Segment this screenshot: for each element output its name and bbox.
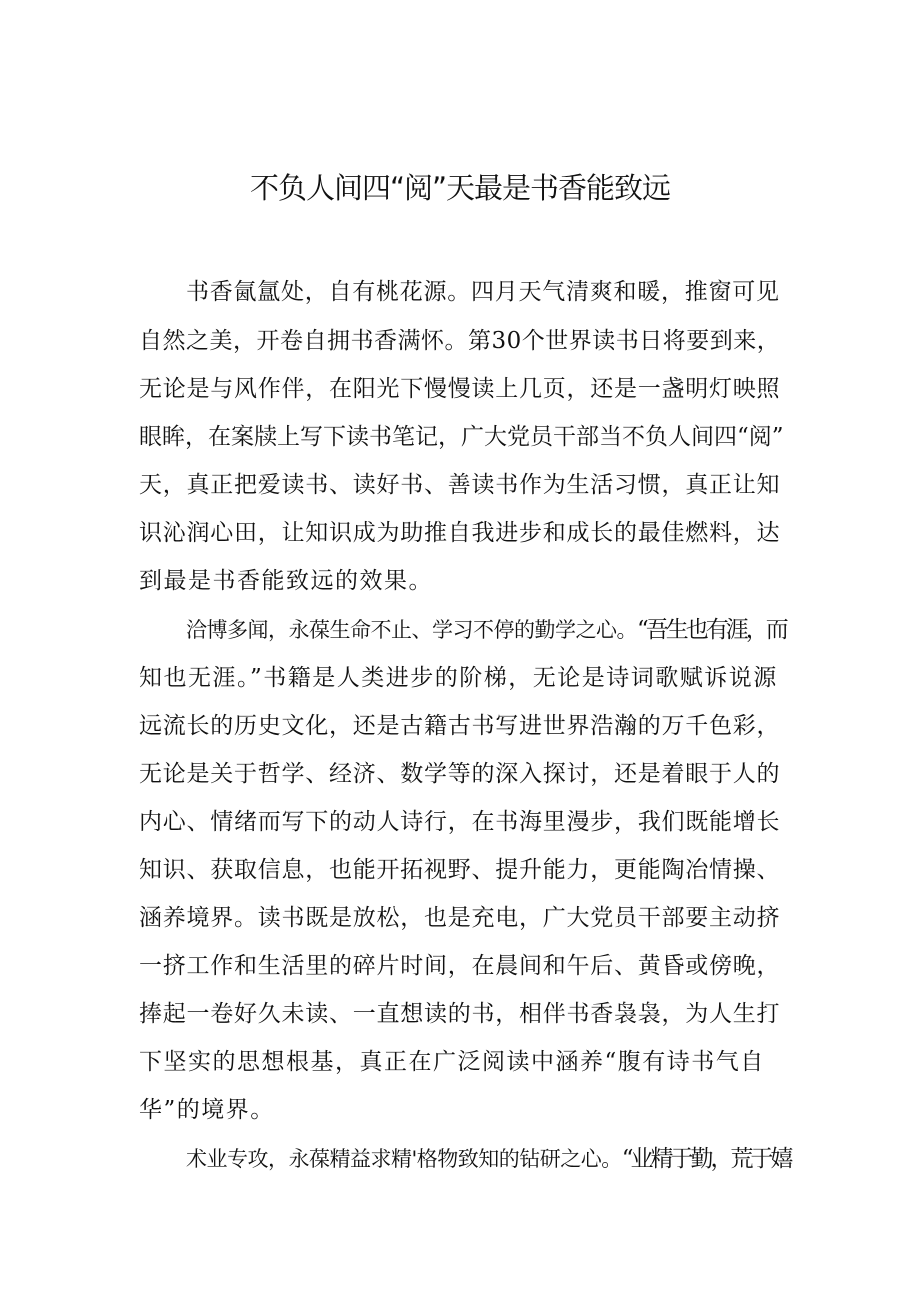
paragraph-2-line-1 — [186, 607, 786, 653]
paragraph-1-line-5: 天，真正把爱读书、读好书、善读书作为生活习惯，真正让知 — [139, 472, 781, 498]
paragraph-2-quote-start: “吾生也有涯，而 — [637, 617, 786, 643]
paragraph-2-line-5: 内心、情绪而写下的动人诗行，在书海里漫步，我们既能增长 — [139, 809, 781, 835]
page-title: 不负人间四“阅”天最是书香能致远 — [249, 171, 671, 205]
paragraph-2-line-10: 下坚实的思想根基，真正在广泛阅读中涵养“腹有诗书气自 — [139, 1049, 765, 1075]
paragraph-3-line-1 — [186, 1136, 791, 1182]
paragraph-1-line-3: 无论是与风作伴，在阳光下慢慢读上几页，还是一盏明灯映照 — [139, 376, 781, 402]
paragraph-2-line-7: 涵养境界。读书既是放松，也是充电，广大党员干部要主动挤 — [139, 905, 781, 931]
paragraph-2-line-3: 远流长的历史文化，还是古籍古书写进世界浩瀚的万千色彩， — [139, 713, 781, 739]
paragraph-2-line-8: 一挤工作和生活里的碎片时间，在晨间和午后、黄昏或傍晚， — [139, 953, 781, 979]
paragraph-2-line-2: 知也无涯。”书籍是人类进步的阶梯，无论是诗词歌赋诉说源 — [139, 665, 778, 691]
paragraph-2-line-9: 捧起一卷好久未读、一直想读的书，相伴书香袅袅，为人生打 — [139, 1001, 781, 1027]
paragraph-1-line-1: 书香氤氲处，自有桃花源。四月天气清爽和暖，推窗可见 — [186, 279, 780, 305]
paragraph-1-line-6: 识沁润心田，让知识成为助推自我进步和成长的最佳燃料，达 — [139, 520, 781, 546]
paragraph-2-line-4: 无论是关于哲学、经济、数学等的深入探讨，还是着眼于人的 — [139, 761, 781, 787]
paragraph-1-line-2: 自然之美，开卷自拥书香满怀。第30个世界读书日将要到来， — [139, 328, 781, 354]
paragraph-3-quote-start: “业精于勤，荒于嬉 — [621, 1146, 791, 1172]
paragraph-2-line-11: 华”的境界。 — [139, 1097, 275, 1123]
paragraph-1-line-4: 眼眸，在案牍上写下读书笔记，广大党员干部当不负人间四“阅” — [139, 424, 784, 450]
paragraph-3-lead: 术业专攻，永葆精益求精'格物致知的钻研之心。 — [186, 1147, 622, 1171]
paragraph-1-line-7: 到最是书香能致远的效果。 — [139, 568, 433, 594]
paragraph-2-line-6: 知识、获取信息，也能开拓视野、提升能力，更能陶冶情操、 — [139, 857, 781, 883]
paragraph-2-lead: 洽博多闻，永葆生命不止、学习不停的勤学之心。 — [186, 618, 637, 642]
